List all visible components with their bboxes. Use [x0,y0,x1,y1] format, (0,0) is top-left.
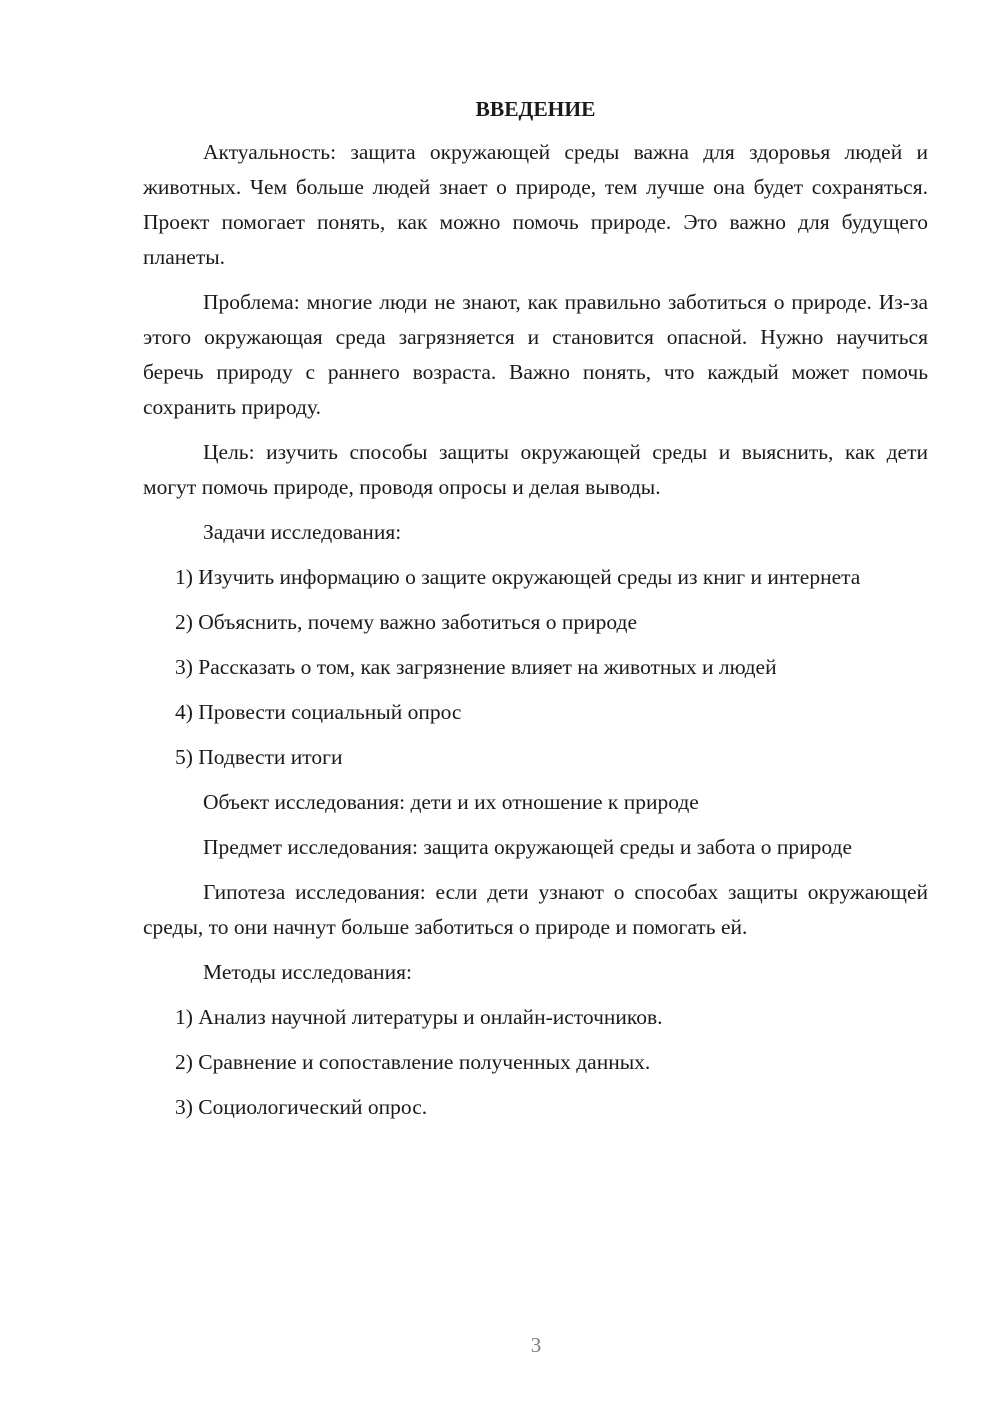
task-item: 3) Рассказать о том, как загрязнение влияет на животных и людей [175,655,777,679]
hypothesis-paragraph: Гипотеза исследования: если дети узнают о способах защиты окружающей среды, то они начнут больше заботиться о природе и помогать ей. [143,880,928,939]
relevance-paragraph: Актуальность: защита окружающей среды важна для здоровья людей и животных. Чем больше людей знает о природе, тем лучше она будет сохраняться. Проект помогает понять, как можно помочь природе. Это важно для будущего планеты. [143,140,928,269]
tasks-label: Задачи исследования: [203,520,402,544]
task-item: 1) Изучить информацию о защите окружающей среды из книг и интернета [175,565,861,589]
tasks-list [143,560,928,775]
goal-paragraph: Цель: изучить способы защиты окружающей среды и выяснить, как дети могут помочь природе, проводя опросы и делая выводы. [143,440,928,499]
method-item: 1) Анализ научной литературы и онлайн-источников. [175,1005,663,1029]
section-title: ВВЕДЕНИЕ [475,97,596,121]
object-paragraph: Объект исследования: дети и их отношение к природе [203,790,699,814]
task-item: 4) Провести социальный опрос [175,700,462,724]
subject-paragraph: Предмет исследования: защита окружающей среды и забота о природе [203,835,853,859]
task-item: 5) Подвести итоги [175,745,343,769]
task-item: 2) Объяснить, почему важно заботиться о природе [175,610,638,634]
page-number: 3 [530,1333,542,1357]
problem-paragraph: Проблема: многие люди не знают, как правильно заботиться о природе. Из-за этого окружающая среда загрязняется и становится опасной. Нужно научиться беречь природу с раннего возраста. Важно понять, что каждый может помочь сохранить природу. [143,290,928,419]
method-item: 2) Сравнение и сопоставление полученных данных. [175,1050,651,1074]
document-page [143,92,928,1135]
methods-label: Методы исследования: [203,960,412,984]
methods-list [143,1000,928,1125]
method-item: 3) Социологический опрос. [175,1095,428,1119]
